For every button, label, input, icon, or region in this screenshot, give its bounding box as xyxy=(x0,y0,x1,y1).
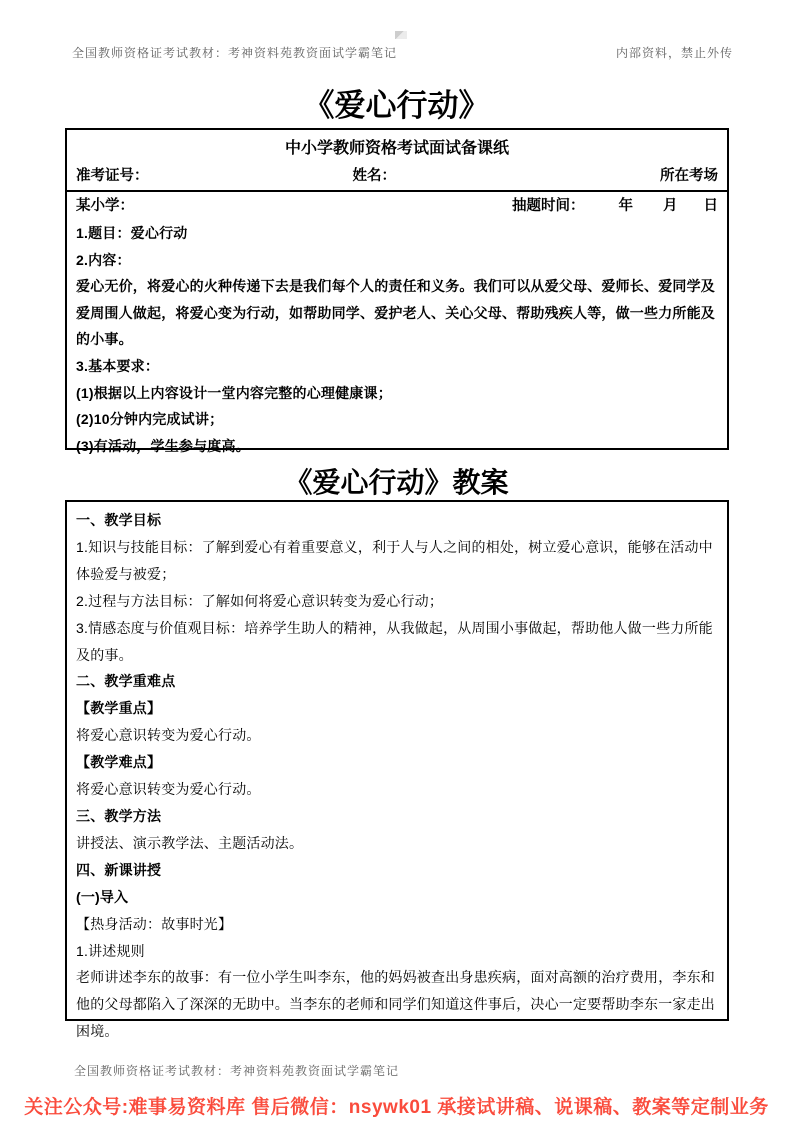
plan-methods-text: 讲授法、演示教学法、主题活动法。 xyxy=(76,834,304,851)
prep-line-content-paragraph: 爱心无价，将爱心的火种传递下去是我们每个人的责任和义务。我们可以从爱父母、爱师长、爱同学及爱周围人做起，将爱心变为行动，如帮助同学、爱护老人、关心父母、帮助残疾人等，做一些力所能及的小事。 xyxy=(76,278,715,348)
venue-label: 所在考场 xyxy=(660,168,718,184)
plan-objective-process: 2.过程与方法目标：了解如何将爱心意识转变为爱心行动； xyxy=(76,592,444,609)
name-label: 姓名： xyxy=(352,168,396,184)
plan-heading-methods: 三、教学方法 xyxy=(76,807,162,824)
prep-line-requirement-1: (1)根据以上内容设计一堂内容完整的心理健康课； xyxy=(76,384,392,401)
draw-time-group xyxy=(512,192,718,220)
plan-key-point-label: 【教学重点】 xyxy=(76,700,162,717)
plan-objective-emotion: 3.情感态度与价值观目标：培养学生助人的精神，从我做起，从周围小事做起，帮助他人做一些力所能及的事。 xyxy=(76,619,713,663)
day-label: 日 xyxy=(703,198,718,214)
prep-line-content-label: 2.内容： xyxy=(76,251,131,268)
smudge-mark-icon xyxy=(395,31,407,39)
plan-subheading-intro: (一)导入 xyxy=(76,888,129,905)
header-watermark-right: 内部资料，禁止外传 xyxy=(615,46,733,60)
plan-rules-label: 1.讲述规则 xyxy=(76,942,145,959)
prep-line-requirement-2: (2)10分钟内完成试讲； xyxy=(76,411,224,428)
page-header xyxy=(72,44,733,61)
exam-number-label: 准考证号： xyxy=(76,168,149,184)
plan-story-paragraph: 老师讲述李东的故事：有一位小学生叫李东，他的妈妈被查出身患疾病，面对高额的治疗费用，李东和他的父母都陷入了深深的无助中。当李东的老师和同学们知道这件事后，决心一定要帮助李东一家走出困境。 xyxy=(76,969,715,1040)
plan-difficult-point-text: 将爱心意识转变为爱心行动。 xyxy=(76,781,261,798)
lesson-plan-title: 《爱心行动》教案 xyxy=(284,468,509,499)
document-title: 《爱心行动》 xyxy=(303,88,490,123)
prep-sheet-title: 中小学教师资格考试面试备课纸 xyxy=(284,140,509,157)
draw-time-label: 抽题时间： xyxy=(512,198,585,214)
month-label: 月 xyxy=(663,198,678,214)
plan-heading-key-points: 二、教学重难点 xyxy=(76,673,176,690)
footer-watermark: 全国教师资格证考试教材：考神资料苑教资面试学霸笔记 xyxy=(74,1064,400,1078)
prep-line-requirement-3: (3)有活动，学生参与度高。 xyxy=(76,437,250,454)
prep-sheet-table xyxy=(65,128,729,454)
plan-key-point-text: 将爱心意识转变为爱心行动。 xyxy=(76,727,261,744)
header-watermark-left: 全国教师资格证考试教材：考神资料苑教资面试学霸笔记 xyxy=(72,46,398,60)
prep-sheet-school-row xyxy=(76,192,718,220)
plan-heading-objectives: 一、教学目标 xyxy=(76,512,162,528)
year-label: 年 xyxy=(618,198,633,214)
plan-difficult-point-label: 【教学难点】 xyxy=(76,754,162,771)
plan-heading-new-lesson: 四、新课讲授 xyxy=(76,861,162,878)
prep-line-requirements-label: 3.基本要求： xyxy=(76,357,160,374)
school-label: 某小学： xyxy=(76,198,134,214)
prep-line-topic: 1.题目：爱心行动 xyxy=(76,225,188,241)
lesson-plan-table xyxy=(65,500,729,1040)
plan-warmup-activity-label: 【热身活动：故事时光】 xyxy=(76,915,233,932)
plan-objective-knowledge: 1.知识与技能目标：了解到爱心有着重要意义，利于人与人之间的相处，树立爱心意识，能够在活动中体验爱与被爱； xyxy=(76,538,713,582)
prep-sheet-identity-row xyxy=(76,163,718,190)
promo-banner: 关注公众号:难事易资料库 售后微信：nsywk01 承接试讲稿、说课稿、教案等定制业务 xyxy=(24,1097,769,1118)
